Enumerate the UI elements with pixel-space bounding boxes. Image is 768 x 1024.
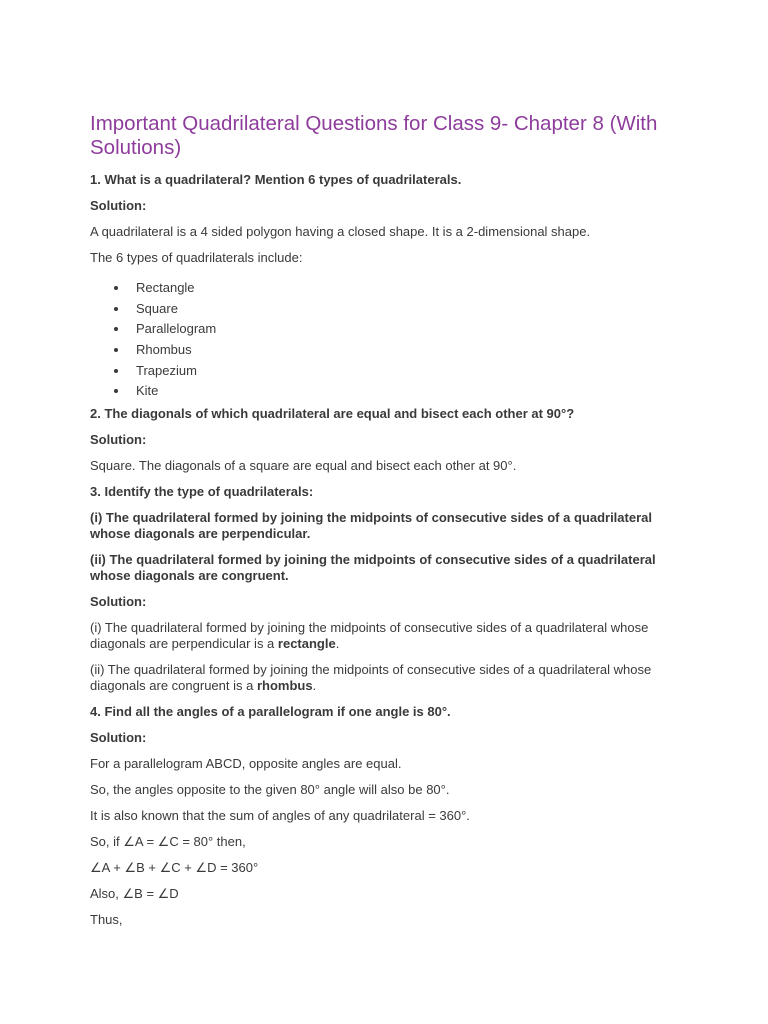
bullet-icon	[114, 307, 118, 311]
question-2: 2. The diagonals of which quadrilateral are equal and bisect each other at 90°?	[90, 406, 575, 422]
list-item-label: Trapezium	[136, 362, 197, 378]
q4-line: It is also known that the sum of angles of any quadrilateral = 360°.	[90, 808, 470, 824]
bullet-icon	[114, 348, 118, 352]
list-item-label: Square	[136, 300, 178, 316]
q1-answer-line-2: The 6 types of quadrilaterals include:	[90, 250, 303, 265]
q3-answer-1-end: .	[335, 636, 340, 652]
q3-answer-1-term: rectangle	[277, 636, 336, 652]
list-item-label: Kite	[136, 383, 159, 399]
page-title: Important Quadrilateral Questions for Class 9- Chapter 8 (With Solutions)	[90, 112, 658, 159]
q2-answer: Square. The diagonals of a square are equal and bisect each other at 90°.	[90, 458, 517, 474]
quadrilateral-types-list	[90, 280, 680, 404]
list-item-label: Rhombus	[136, 342, 192, 358]
question-3: 3. Identify the type of quadrilaterals:	[90, 484, 314, 500]
q4-line: Also, ∠B = ∠D	[90, 886, 179, 902]
bullet-icon	[114, 369, 118, 373]
list-item	[90, 321, 680, 342]
question-4: 4. Find all the angles of a parallelogram if one angle is 80°.	[90, 704, 451, 720]
list-item	[90, 280, 680, 301]
q4-line: Thus,	[90, 912, 123, 928]
q3-answer-2-end: .	[312, 678, 317, 694]
q3-answer-1	[90, 620, 680, 652]
bullet-icon	[114, 327, 118, 331]
solution-label-2: Solution:	[90, 432, 147, 448]
list-item-label: Parallelogram	[136, 321, 217, 337]
list-item	[90, 363, 680, 384]
q4-line: So, the angles opposite to the given 80° angle will also be 80°.	[90, 782, 450, 798]
question-3-part-2: (ii) The quadrilateral formed by joining the midpoints of consecutive sides of a quadrilateral whose diagonals are congruent.	[90, 552, 656, 584]
q4-line: So, if ∠A = ∠C = 80° then,	[90, 834, 246, 850]
list-item	[90, 383, 680, 404]
q4-line: For a parallelogram ABCD, opposite angles are equal.	[90, 756, 402, 772]
bullet-icon	[114, 389, 118, 393]
question-3-part-1: (i) The quadrilateral formed by joining the midpoints of consecutive sides of a quadrilateral whose diagonals are perpendicular.	[90, 510, 652, 542]
q3-answer-2-text: (ii) The quadrilateral formed by joining the midpoints of consecutive sides of a quadrilateral whose diagonals are congruent is a	[90, 662, 652, 694]
document-page	[90, 112, 680, 938]
list-item	[90, 342, 680, 363]
solution-label-3: Solution:	[90, 594, 147, 610]
q3-answer-1-text: (i) The quadrilateral formed by joining the midpoints of consecutive sides of a quadrilateral whose diagonals are perpendicular is a	[90, 620, 649, 652]
list-item	[90, 301, 680, 322]
q3-answer-2-term: rhombus	[256, 678, 313, 694]
question-1: 1. What is a quadrilateral? Mention 6 types of quadrilaterals.	[90, 172, 462, 187]
q1-answer-line-1: A quadrilateral is a 4 sided polygon having a closed shape. It is a 2-dimensional shape.	[90, 224, 591, 239]
bullet-icon	[114, 286, 118, 290]
q4-line: ∠A + ∠B + ∠C + ∠D = 360°	[90, 860, 259, 876]
solution-label-4: Solution:	[90, 730, 147, 746]
list-item-label: Rectangle	[136, 280, 195, 295]
q3-answer-2	[90, 662, 680, 694]
solution-label-1: Solution:	[90, 198, 147, 213]
